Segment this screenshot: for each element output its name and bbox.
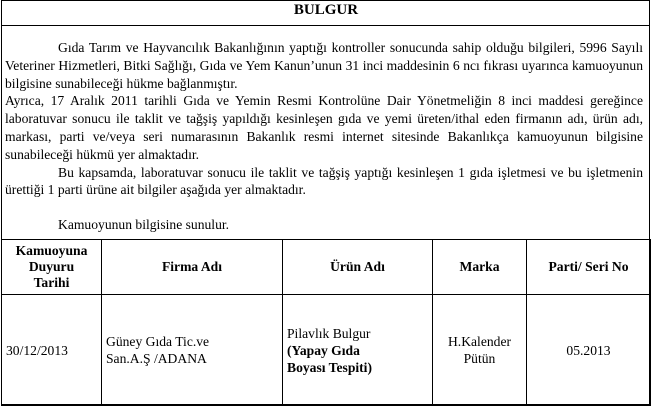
product-finding-cont: Boyası Tespiti) <box>287 359 372 375</box>
header-brand: Marka <box>433 240 527 295</box>
cell-date: 30/12/2013 <box>2 295 102 406</box>
cell-firm: Güney Gıda Tic.ve San.A.Ş /ADANA <box>102 295 283 406</box>
page-title: BULGUR <box>293 2 359 18</box>
header-product-name: Ürün Adı <box>283 240 433 295</box>
paragraph-regulation: Ayrıca, 17 Aralık 2011 tarihli Gıda ve Yemin Resmi Kontrolüne Dair Yönetmeliğin 8 inci maddesi gereğince laboratuvar sonucu ile taklit ve tağşiş yapıldığı kesinleşen gıda ve yemi üreten/ithal eden firmanın adı, ürün adı, markası, parti ve/veya seri numarasının Bakanlık resmi internet sitesinde Bakanlıkça kamuoyunun bilgisine sunabileceği hükmü yer almaktadır. <box>5 93 643 162</box>
paragraph-closing: Kamuoyunun bilgisine sunulur. <box>58 217 230 233</box>
table-header-row <box>2 240 651 295</box>
cell-batch: 05.2013 <box>527 295 651 406</box>
header-announcement-date: Kamuoyuna Duyuru Tarihi <box>2 240 102 295</box>
cell-product <box>283 295 433 406</box>
paragraph-scope: Bu kapsamda, laboratuvar sonucu ile taklit ve tağşiş yaptığı kesinleşen 1 gıda işletmesi ve bu işletmenin ürettiği 1 parti ürüne ait bilgiler aşağıda yer almaktadır. <box>5 164 643 198</box>
header-batch-number: Parti/ Seri No <box>527 240 651 295</box>
product-finding: (Yapay Gıda <box>287 342 360 358</box>
adulteration-table <box>1 239 651 406</box>
paragraph-gap <box>5 199 643 216</box>
paragraph-law-reference: Gıda Tarım ve Hayvancılık Bakanlığının yaptığı kontroller sonucunda sahip olduğu bilgileri, 5996 Sayılı Veteriner Hizmetleri, Bitki Sağlığı, Gıda ve Yem Kanun’unun 31 inci maddesinin 6 ncı fıkrası uyarınca kamuoyunun bilgisine sunabileceği hükme bağlanmıştır. <box>5 40 643 91</box>
product-name: Pilavlık Bulgur <box>287 325 371 341</box>
cell-brand: H.Kalender Pütün <box>433 295 527 406</box>
table-row <box>2 295 651 406</box>
announcement-body <box>5 39 643 234</box>
header-firm-name: Firma Adı <box>102 240 283 295</box>
title-divider <box>1 25 650 26</box>
